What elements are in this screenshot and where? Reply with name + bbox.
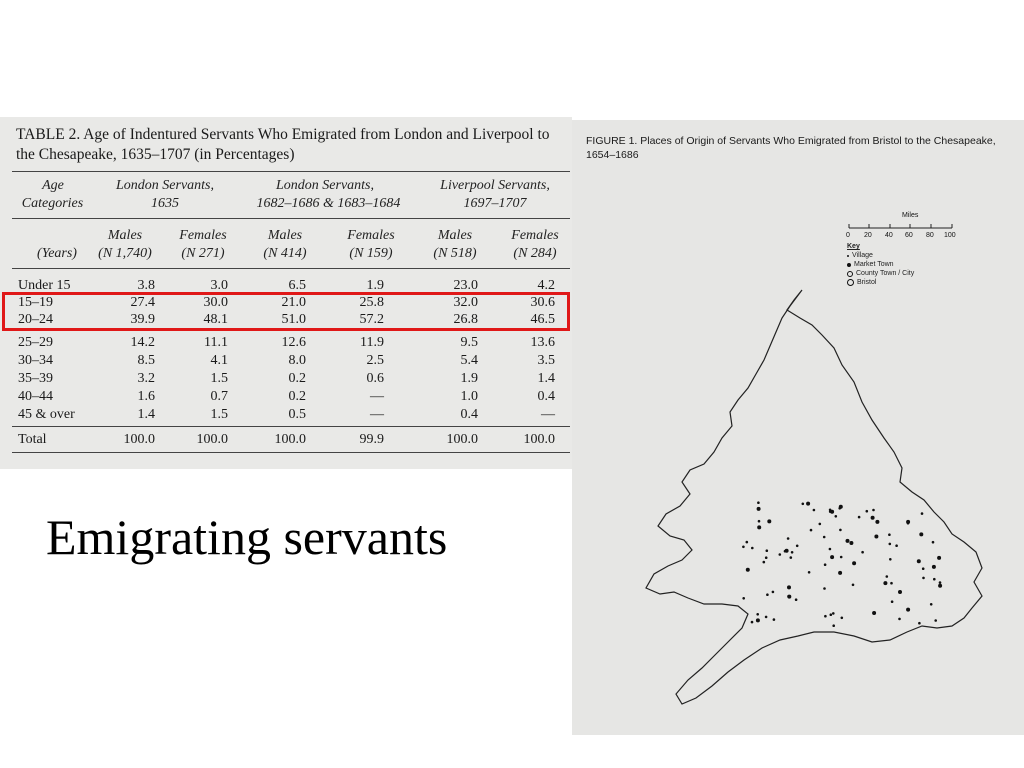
- town-marker: [917, 559, 921, 563]
- row-value: 51.0: [281, 312, 306, 327]
- key-label: Market Town: [854, 261, 894, 268]
- figure-title: FIGURE 1. Places of Origin of Servants Who Emigrated from Bristol to the Chesapeake, 1654–1686: [586, 135, 996, 161]
- row-value: 1.4: [137, 407, 155, 422]
- coastline-outline: [646, 290, 982, 704]
- town-marker: [874, 535, 878, 539]
- row-age: 35–39: [18, 371, 53, 386]
- town-marker: [765, 556, 768, 559]
- town-marker: [939, 581, 942, 584]
- town-marker: [746, 541, 749, 544]
- town-marker: [932, 565, 936, 569]
- england-wales-map: [572, 120, 1024, 735]
- row-value: 100.0: [446, 432, 478, 447]
- town-marker: [756, 613, 759, 616]
- town-marker: [808, 571, 811, 574]
- row-value: 0.2: [288, 389, 306, 404]
- town-marker: [895, 544, 898, 547]
- town-marker: [907, 522, 910, 525]
- age-header-1: Age: [42, 178, 64, 193]
- town-marker: [773, 618, 776, 621]
- town-marker: [756, 618, 760, 622]
- row-value: 12.6: [281, 335, 306, 350]
- row-value: 3.8: [137, 278, 155, 293]
- town-marker: [852, 584, 855, 587]
- town-marker: [852, 561, 856, 565]
- town-marker: [824, 563, 827, 566]
- row-value: 14.2: [130, 335, 155, 350]
- county-town-circle-icon: [847, 271, 853, 277]
- scale-tick: 100: [944, 232, 956, 239]
- group-years-london-1635: 1635: [151, 196, 179, 211]
- town-marker: [796, 545, 799, 548]
- town-marker: [838, 571, 842, 575]
- town-marker: [872, 509, 875, 512]
- town-marker: [806, 502, 810, 506]
- town-marker: [919, 532, 923, 536]
- row-value: 0.4: [460, 407, 478, 422]
- row-value: 9.5: [460, 335, 478, 350]
- age-header-3: (Years): [37, 246, 77, 261]
- table-scan: [0, 117, 572, 469]
- row-value: 0.2: [288, 371, 306, 386]
- row-value: 27.4: [130, 295, 155, 310]
- col-sex-3: Males: [267, 228, 303, 243]
- row-age: 20–24: [18, 312, 53, 327]
- scale-tick: 60: [905, 232, 913, 239]
- row-value: 100.0: [123, 432, 155, 447]
- row-value: 3.0: [210, 278, 228, 293]
- town-marker: [767, 519, 771, 523]
- row-value: 32.0: [453, 295, 478, 310]
- map-key: [847, 242, 914, 287]
- row-value: 21.0: [281, 295, 306, 310]
- col-sex-1: Males: [107, 228, 143, 243]
- town-marker: [772, 591, 775, 594]
- town-marker: [790, 556, 793, 559]
- map-scan: [572, 120, 1024, 735]
- bristol-circle-icon: [847, 279, 854, 286]
- key-label: Village: [852, 252, 873, 259]
- town-marker: [906, 608, 910, 612]
- town-marker: [889, 558, 892, 561]
- town-marker: [824, 615, 827, 618]
- row-value: 0.6: [366, 371, 384, 386]
- town-marker: [937, 556, 941, 560]
- town-marker: [779, 553, 782, 556]
- key-label: Bristol: [857, 279, 877, 286]
- row-value: 0.5: [288, 407, 306, 422]
- town-marker: [898, 590, 902, 594]
- town-marker: [922, 567, 925, 570]
- town-marker: [922, 577, 925, 580]
- town-marker: [849, 541, 853, 545]
- row-value: 6.5: [288, 278, 306, 293]
- key-title: Key: [847, 243, 860, 250]
- town-marker: [791, 551, 794, 554]
- row-age: 30–34: [18, 353, 53, 368]
- town-marker: [930, 603, 933, 606]
- table-rule-header: [12, 268, 570, 269]
- town-marker: [787, 585, 791, 589]
- row-age: Total: [18, 432, 47, 447]
- town-marker: [819, 523, 822, 526]
- table-rule-top: [12, 171, 570, 172]
- scale-tick: 20: [864, 232, 872, 239]
- row-value: 46.5: [530, 312, 555, 327]
- row-value: 100.0: [274, 432, 306, 447]
- town-marker: [810, 529, 813, 532]
- town-marker: [832, 624, 835, 627]
- group-header-london-1682: London Servants,: [276, 178, 374, 193]
- town-marker: [841, 617, 844, 620]
- town-marker: [763, 561, 766, 564]
- col-sex-2: Females: [179, 228, 227, 243]
- town-marker: [802, 503, 805, 506]
- town-marker: [829, 548, 832, 551]
- town-marker: [840, 556, 843, 559]
- key-row: [847, 278, 914, 287]
- row-value: 5.4: [460, 353, 478, 368]
- town-marker: [787, 537, 790, 540]
- scale-tick: 40: [885, 232, 893, 239]
- scale-tick: 0: [846, 232, 850, 239]
- town-marker: [785, 549, 789, 553]
- town-marker: [766, 593, 769, 596]
- col-n-4: (N 159): [349, 246, 393, 261]
- town-marker: [875, 520, 879, 524]
- key-label: County Town / City: [856, 270, 915, 277]
- row-value: 1.5: [210, 407, 228, 422]
- row-value: 30.6: [530, 295, 555, 310]
- row-value: 1.9: [460, 371, 478, 386]
- town-marker: [830, 613, 833, 616]
- row-value: 11.9: [360, 335, 384, 350]
- town-marker: [846, 539, 850, 543]
- town-marker: [838, 507, 841, 510]
- col-n-1: (N 1,740): [98, 246, 152, 261]
- col-n-3: (N 414): [263, 246, 307, 261]
- row-value: 30.0: [203, 295, 228, 310]
- town-marker: [888, 533, 891, 536]
- col-n-5: (N 518): [433, 246, 477, 261]
- town-marker: [795, 598, 798, 601]
- group-header-london-1635: London Servants,: [116, 178, 214, 193]
- table-title: TABLE 2. Age of Indentured Servants Who Emigrated from London and Liverpool to the Chesapeake, 1635–1707 (in Percentages): [16, 126, 550, 163]
- town-marker: [742, 597, 745, 600]
- row-value: —: [541, 407, 555, 422]
- row-value: 99.9: [359, 432, 384, 447]
- table-rule-total: [12, 426, 570, 427]
- row-age: 25–29: [18, 335, 53, 350]
- town-marker: [921, 512, 924, 515]
- group-header-liverpool: Liverpool Servants,: [440, 178, 550, 193]
- town-marker: [883, 581, 887, 585]
- row-value: 13.6: [530, 335, 555, 350]
- row-value: 3.2: [137, 371, 155, 386]
- row-age: Under 15: [18, 278, 71, 293]
- row-value: 1.9: [366, 278, 384, 293]
- table-rule-groups: [12, 218, 570, 219]
- town-marker: [872, 611, 876, 615]
- row-value: 1.5: [210, 371, 228, 386]
- town-marker: [829, 509, 832, 512]
- highlight-box: [2, 292, 570, 331]
- row-value: 26.8: [453, 312, 478, 327]
- row-value: 39.9: [130, 312, 155, 327]
- town-marker: [758, 520, 761, 523]
- town-marker: [839, 529, 842, 532]
- town-marker: [861, 551, 864, 554]
- town-marker: [751, 547, 754, 550]
- town-marker: [890, 582, 893, 585]
- row-value: 1.6: [137, 389, 155, 404]
- scale-bar: [849, 224, 952, 228]
- scale-tick: 80: [926, 232, 934, 239]
- slide-caption: Emigrating servants: [46, 509, 448, 565]
- key-row: [847, 260, 914, 269]
- row-value: 1.0: [460, 389, 478, 404]
- col-n-2: (N 271): [181, 246, 225, 261]
- town-markers: [742, 501, 942, 627]
- scale-label: Miles: [902, 212, 919, 219]
- row-value: 100.0: [196, 432, 228, 447]
- town-marker: [858, 516, 861, 519]
- town-marker: [932, 541, 935, 544]
- row-age: 15–19: [18, 295, 53, 310]
- town-marker: [898, 618, 901, 621]
- row-value: —: [370, 407, 384, 422]
- market-town-dot-icon: [847, 263, 851, 267]
- town-marker: [787, 595, 790, 598]
- col-sex-4: Females: [347, 228, 395, 243]
- row-value: 1.4: [537, 371, 555, 386]
- key-row: [847, 269, 914, 278]
- row-value: 57.2: [359, 312, 384, 327]
- town-marker: [813, 509, 816, 512]
- town-marker: [757, 501, 760, 504]
- row-value: 0.4: [537, 389, 555, 404]
- town-marker: [765, 616, 768, 619]
- town-marker: [933, 578, 936, 581]
- town-marker: [886, 575, 889, 578]
- town-marker: [823, 536, 826, 539]
- col-sex-5: Males: [437, 228, 473, 243]
- town-marker: [891, 600, 894, 603]
- town-marker: [938, 584, 942, 588]
- row-value: 23.0: [453, 278, 478, 293]
- group-years-liverpool: 1697–1707: [463, 196, 527, 211]
- row-value: 8.5: [137, 353, 155, 368]
- town-marker: [866, 510, 869, 513]
- town-marker: [751, 621, 754, 624]
- row-value: 25.8: [359, 295, 384, 310]
- row-value: 8.0: [288, 353, 306, 368]
- row-value: —: [370, 389, 384, 404]
- town-marker: [766, 549, 769, 552]
- town-marker: [757, 525, 761, 529]
- row-value: 100.0: [523, 432, 555, 447]
- town-marker: [830, 555, 834, 559]
- town-marker: [823, 587, 826, 590]
- row-age: 40–44: [18, 389, 53, 404]
- col-sex-6: Females: [511, 228, 559, 243]
- town-marker: [871, 516, 875, 520]
- row-value: 0.7: [210, 389, 228, 404]
- town-marker: [746, 568, 750, 572]
- town-marker: [835, 515, 838, 518]
- row-value: 3.5: [537, 353, 555, 368]
- key-row: [847, 251, 914, 260]
- town-marker: [918, 622, 921, 625]
- row-value: 4.2: [537, 278, 555, 293]
- town-marker: [889, 543, 892, 546]
- row-value: 11.1: [204, 335, 228, 350]
- village-dot-icon: [847, 255, 849, 257]
- group-years-london-1682: 1682–1686 & 1683–1684: [256, 196, 401, 211]
- table-rule-bottom: [12, 452, 570, 453]
- row-value: 4.1: [210, 353, 228, 368]
- col-n-6: (N 284): [513, 246, 557, 261]
- age-header-2: Categories: [21, 196, 84, 211]
- row-value: 2.5: [366, 353, 384, 368]
- town-marker: [934, 619, 937, 622]
- row-age: 45 & over: [18, 407, 75, 422]
- town-marker: [742, 546, 745, 549]
- town-marker: [832, 612, 835, 615]
- town-marker: [757, 507, 761, 511]
- row-value: 48.1: [203, 312, 228, 327]
